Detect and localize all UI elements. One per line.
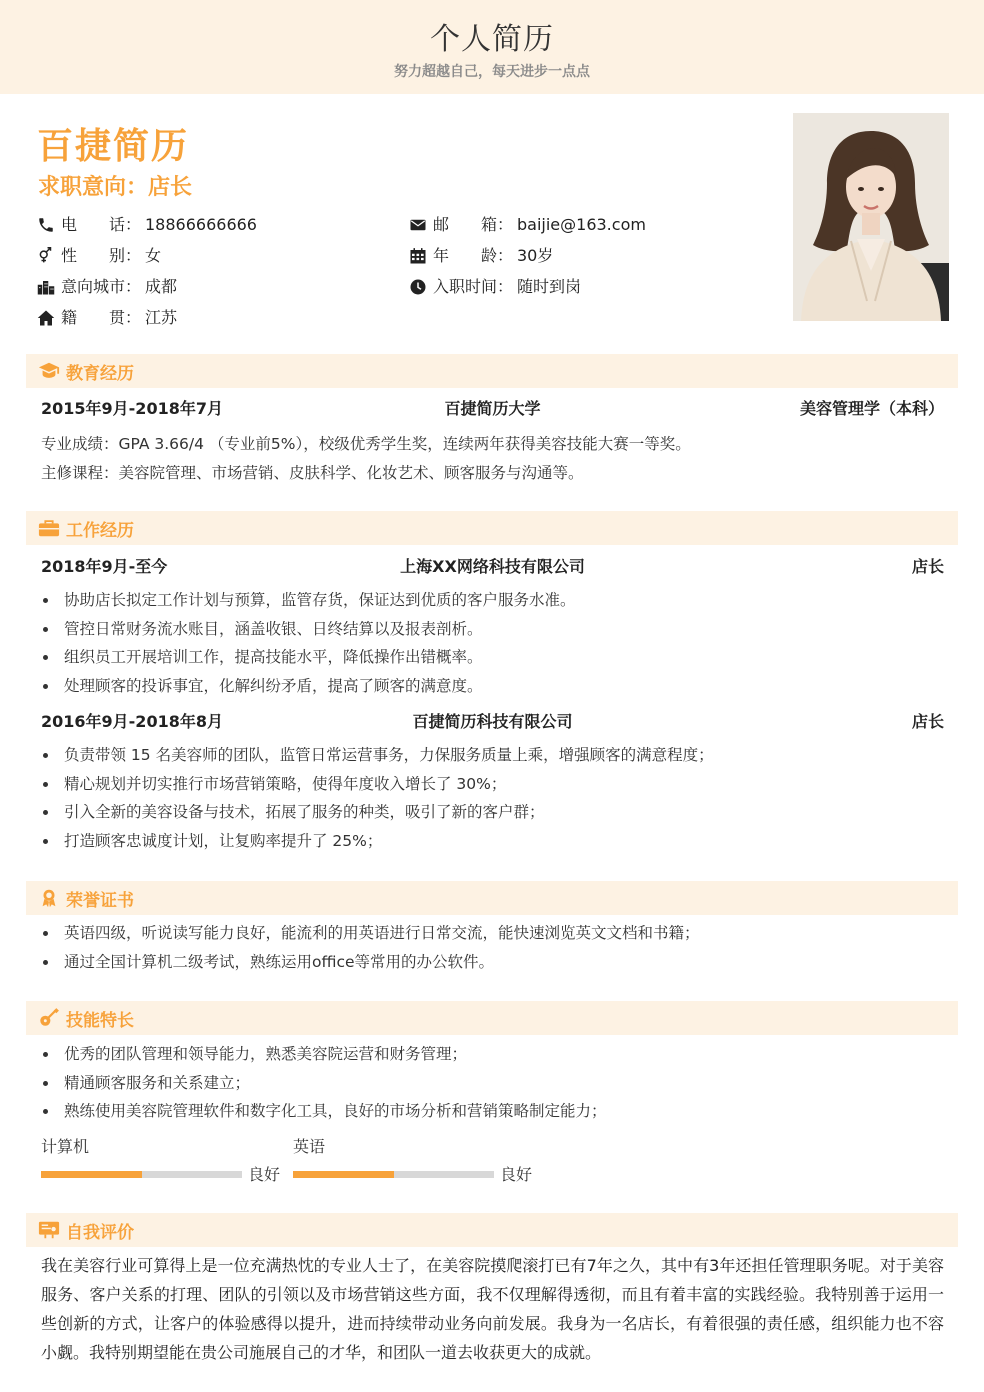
list-item: 英语四级，听说读写能力良好，能流利的用英语进行日常交流，能快速浏览英文文档和书籍； <box>41 919 700 948</box>
list-item: 协助店长拟定工作计划与预算，监管存货，保证达到优质的客户服务水准。 <box>41 586 576 615</box>
education-period: 2015年9月-2018年7月 <box>41 399 223 418</box>
home-icon <box>37 309 55 327</box>
phone-icon <box>37 216 55 234</box>
graduation-cap-icon <box>38 361 60 381</box>
skill-level: 良好 <box>500 1165 533 1184</box>
list-item: 打造顾客忠诚度计划，让复购率提升了 25%； <box>41 827 714 856</box>
gender-label: 性 别： <box>61 246 142 265</box>
skill-level: 良好 <box>248 1165 281 1184</box>
candidate-name: 百捷简历 <box>37 126 190 167</box>
job-duties <box>41 741 714 855</box>
section-education-header <box>26 354 958 388</box>
list-item: 引入全新的美容设备与技术，拓展了服务的种类，吸引了新的客户群； <box>41 798 714 827</box>
list-item: 处理顾客的投诉事宜，化解纠纷矛盾，提高了顾客的满意度。 <box>41 672 576 701</box>
email-label: 邮 箱： <box>433 215 514 234</box>
hometown-value: 江苏 <box>145 308 178 327</box>
section-skills-title: 技能特长 <box>66 1010 134 1031</box>
education-row <box>41 396 944 420</box>
start-label: 入职时间： <box>433 277 514 296</box>
info-gender <box>37 245 161 267</box>
section-work-title: 工作经历 <box>66 520 134 541</box>
education-major: 美容管理学（本科） <box>799 399 944 418</box>
hometown-label: 籍 贯： <box>61 308 142 327</box>
section-self-eval-title: 自我评价 <box>66 1222 134 1243</box>
education-line: 专业成绩：GPA 3.66/4 （专业前5%），校级优秀学生奖，连续两年获得美容技能大赛一等奖。 <box>41 435 691 453</box>
header-banner <box>0 0 984 94</box>
calendar-icon <box>409 247 427 265</box>
gender-icon <box>37 247 55 265</box>
list-item: 负责带领 15 名美容师的团队，监管日常运营事务，力保服务质量上乘，增强顾客的满意程度； <box>41 741 714 770</box>
honors-list <box>41 919 700 976</box>
section-education-title: 教育经历 <box>66 363 134 384</box>
city-value: 成都 <box>145 277 178 296</box>
guitar-icon <box>38 1008 60 1028</box>
age-value: 30岁 <box>517 246 554 265</box>
info-start <box>409 276 581 298</box>
education-line: 主修课程：美容院管理、市场营销、皮肤科学、化妆艺术、顾客服务与沟通等。 <box>41 464 584 482</box>
info-phone <box>37 214 257 236</box>
job-intent: 求职意向：店长 <box>38 175 193 200</box>
skills-list <box>41 1040 607 1126</box>
briefcase-icon <box>38 518 60 538</box>
envelope-icon <box>409 216 427 234</box>
skill-name: 计算机 <box>41 1137 90 1156</box>
info-age <box>409 245 553 267</box>
phone-value: 18866666666 <box>145 215 257 234</box>
skill-name: 英语 <box>293 1137 326 1156</box>
start-value: 随时到岗 <box>517 277 582 296</box>
presentation-icon <box>38 1220 60 1240</box>
education-school: 百捷简历大学 <box>444 399 541 418</box>
list-item: 组织员工开展培训工作，提高技能水平，降低操作出错概率。 <box>41 643 576 672</box>
list-item: 管控日常财务流水账目，涵盖收银、日终结算以及报表剖析。 <box>41 615 576 644</box>
list-item: 精通顾客服务和关系建立； <box>41 1069 607 1098</box>
page-subtitle: 努力超越自己，每天进步一点点 <box>394 64 590 80</box>
skill-bar-fill <box>293 1171 394 1178</box>
info-city <box>37 276 177 298</box>
job-period: 2016年9月-2018年8月 <box>41 712 223 731</box>
job-period: 2018年9月-至今 <box>41 557 168 576</box>
section-work-header <box>26 511 958 545</box>
job-company: 百捷简历科技有限公司 <box>412 712 573 731</box>
self-evaluation-text: 我在美容行业可算得上是一位充满热忱的专业人士了，在美容院摸爬滚打已有7年之久，其中有3年还担任管理职务呢。对于美容服务、客户关系的打理、团队的引领以及市场营销这些方面，我不仅理解得透彻，而且有着丰富的实践经验。我特别善于运用一些创新的方式，让客户的体验感得以提升，进而持续带动业务向前发展。我身为一名店长，有着很强的责任感，组织能力也不容小觑。我特别期望能在贵公司施展自己的才华，和团队一道去收获更大的成就。 <box>41 1256 944 1362</box>
job-row <box>41 554 944 578</box>
job-company: 上海XX网络科技有限公司 <box>400 557 585 576</box>
list-item: 熟练使用美容院管理软件和数字化工具，良好的市场分析和营销策略制定能力； <box>41 1097 607 1126</box>
page-title: 个人简历 <box>430 22 554 57</box>
email-value: baijie@163.com <box>517 215 646 234</box>
age-label: 年 龄： <box>433 246 514 265</box>
city-icon <box>37 278 55 296</box>
list-item: 通过全国计算机二级考试，熟练运用office等常用的办公软件。 <box>41 948 700 977</box>
list-item: 优秀的团队管理和领导能力，熟悉美容院运营和财务管理； <box>41 1040 607 1069</box>
section-self-eval-header <box>26 1213 958 1247</box>
job-row <box>41 709 944 733</box>
info-email <box>409 214 646 236</box>
list-item: 精心规划并切实推行市场营销策略，使得年度收入增长了 30%； <box>41 770 714 799</box>
section-skills-header <box>26 1001 958 1035</box>
job-duties <box>41 586 576 700</box>
phone-label: 电 话： <box>61 215 142 234</box>
info-hometown <box>37 307 177 329</box>
section-honors-header <box>26 881 958 915</box>
city-label: 意向城市： <box>61 277 142 296</box>
profile-photo <box>793 113 949 321</box>
skill-bar-track <box>41 1171 242 1178</box>
clock-icon <box>409 278 427 296</box>
job-role: 店长 <box>911 712 944 731</box>
skill-bar-track <box>293 1171 494 1178</box>
section-honors-title: 荣誉证书 <box>66 890 134 911</box>
gender-value: 女 <box>145 246 162 265</box>
skill-bar-fill <box>41 1171 142 1178</box>
award-icon <box>38 888 60 908</box>
job-role: 店长 <box>911 557 944 576</box>
